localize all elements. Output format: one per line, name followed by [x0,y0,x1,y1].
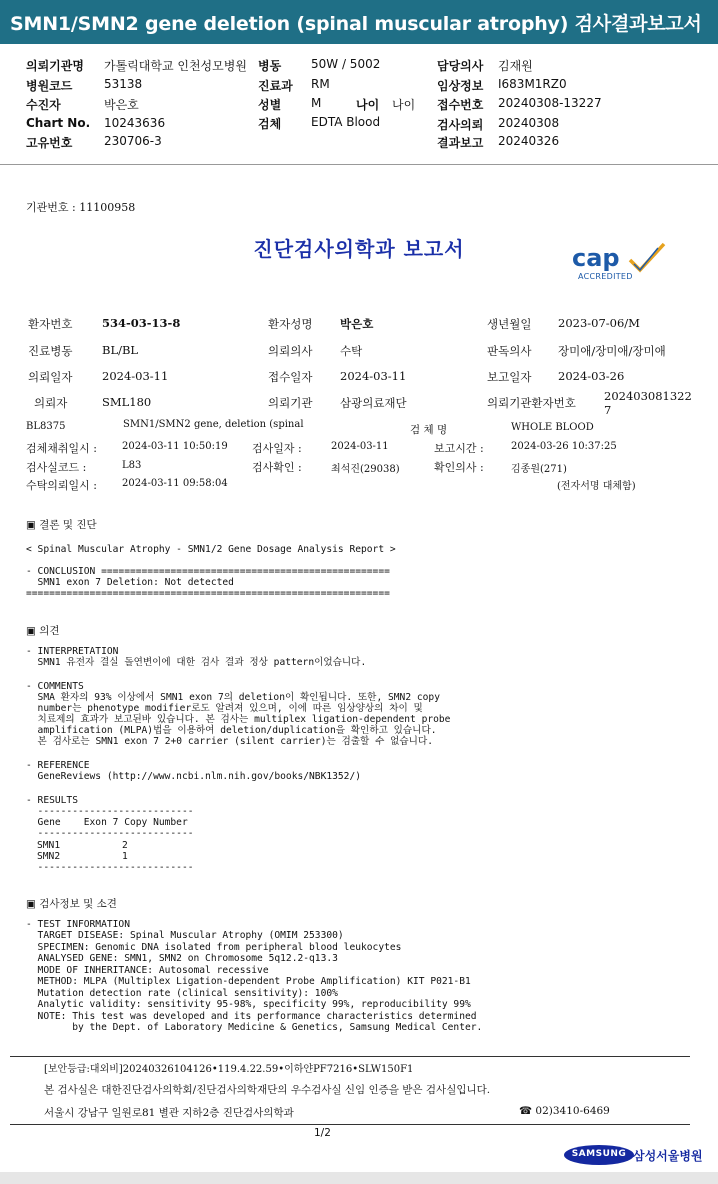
conclusion-rule: =============================================================== [26,588,390,599]
header-label: 접수번호 [437,98,484,112]
test-info-line: TARGET DISEASE: Spinal Muscular Atrophy (OMIM 253300) [26,930,344,941]
header-value: 230706-3 [104,134,162,148]
results-rule: --------------------------- [26,828,194,839]
patient-value: 7 [604,403,612,417]
header-value: RM [311,77,330,91]
patient-birth: 2023-07-06/M [558,316,640,330]
header-value: 가톨릭대학교 인천성모병원 [104,59,247,73]
test-label: 검사확인 : [252,461,302,474]
header-label: 임상정보 [437,79,484,93]
test-info-label: - TEST INFORMATION [26,919,130,930]
comment-line: amplification (MLPA)법을 이용하여 deletion/duplication을 확인하고 있습니다. [26,725,437,736]
header-label: 진료과 [258,79,293,93]
patient-value: 202403081322 [604,389,692,403]
test-info-line: SPECIMEN: Genomic DNA isolated from peripheral blood leukocytes [26,942,402,953]
test-label: 검사실코드 : [26,461,87,474]
comment-line: 본 검사로는 SMN1 exon 7 2+0 carrier (silent carrier)는 검출할 수 없습니다. [26,736,433,747]
lab-address: 서울시 강남구 일원로81 별관 지하2층 진단검사의학과 [44,1107,294,1119]
samsung-logo [563,1144,635,1166]
cap-logo-sub: ACCREDITED [578,272,633,281]
patient-value: 삼광의료재단 [340,396,407,410]
reference-label: - REFERENCE [26,760,90,771]
comments-label: - COMMENTS [26,681,84,692]
test-value: 2024-03-26 10:37:25 [511,441,617,452]
header-value: 20240326 [498,134,560,148]
patient-label: 판독의사 [487,344,532,358]
patient-number: 534-03-13-8 [102,316,181,330]
test-value: 최석진(29038) [331,464,400,475]
header-value: 10243636 [104,116,166,130]
header-value: 53138 [104,77,143,91]
patient-label: 접수일자 [268,370,313,384]
patient-label: 의뢰일자 [28,370,73,384]
interpretation-text: SMN1 유전자 결실 돌연변이에 대한 검사 결과 정상 pattern이었습니다. [26,657,367,668]
test-info-line: ANALYSED GENE: SMN1, SMN2 on Chromosome 5q12.2-q13.3 [26,953,338,964]
institution-number: 기관번호 : 11100958 [26,201,136,214]
test-info-line: MODE OF INHERITANCE: Autosomal recessive [26,965,269,976]
patient-label: 의뢰의사 [268,344,313,358]
header-value: 20240308-13227 [498,96,602,110]
test-label: 수탁의뢰일시 : [26,479,97,492]
patient-label: 의뢰기관환자번호 [487,396,576,410]
test-info-line: Mutation detection rate (clinical sensitivity): 100% [26,988,338,999]
hospital-name: 삼성서울병원 [633,1149,703,1163]
test-value: 김종원(271) [511,464,567,475]
patient-label: 의뢰기관 [268,396,313,410]
results-gene: SMN2 [37,851,61,862]
results-gene: SMN1 [37,840,61,851]
header-value: I683M1RZ0 [498,77,567,91]
cap-logo-text: cap [572,244,620,272]
footer-divider [10,1056,690,1057]
patient-label: 환자번호 [28,317,73,331]
results-copy: 2 [122,840,128,851]
test-label: 보고시간 : [434,442,484,455]
test-label: 검체채취일시 : [26,442,97,455]
header-label: 성별 [258,98,282,112]
header-value: 20240308 [498,116,560,130]
interpretation-label: - INTERPRETATION [26,646,119,657]
header-label: 병동 [258,59,282,73]
header-label: 검사의뢰 [437,118,484,132]
header-label: 고유번호 [26,136,73,150]
patient-value: 수탁 [340,344,363,358]
patient-label: 환자성명 [268,317,313,331]
comment-line: SMA 환자의 93% 이상에서 SMN1 exon 7의 deletion이 확인됩니다. 또한, SMN2 copy [26,692,440,703]
results-rule: --------------------------- [26,862,194,873]
comment-line: 치료제의 효과가 보고된바 있습니다. 본 검사는 multiplex ligation-dependent probe [26,714,451,725]
analysis-title: < Spinal Muscular Atrophy - SMN1/2 Gene Dosage Analysis Report > [26,544,396,555]
header-value: 박은호 [104,98,139,112]
page-number: 1/2 [314,1127,331,1139]
header-value: 50W / 5002 [311,57,381,71]
test-info-line: NOTE: This test was developed and its performance characteristics determined [26,1011,477,1022]
footer-divider [10,1124,690,1125]
specimen-label: 검 체 명 [410,424,448,436]
comment-line: number는 phenotype modifier로도 알려져 있으며, 이에 따른 임상양상의 차이 및 [26,703,423,714]
test-label: 검사일자 : [252,442,302,455]
section-heading-opinion: ▣ 의견 [26,625,60,637]
patient-value: 2024-03-11 [102,369,169,383]
certification-note: 본 검사실은 대한진단검사의학회/진단검사의학재단의 우수검사실 신임 인증을 받은 검사실입니다. [44,1084,491,1096]
header-label: 병원코드 [26,79,73,93]
test-value: 2024-03-11 09:58:04 [122,478,228,489]
report-title: 진단검사의학과 보고서 [253,237,465,261]
reference-text: GeneReviews (http://www.ncbi.nlm.nih.gov/books/NBK1352/) [26,771,362,782]
header-label: 수진자 [26,98,61,112]
specimen-value: WHOLE BLOOD [511,422,594,433]
header-value: 김재원 [498,59,533,73]
results-rule: --------------------------- [26,806,194,817]
results-label: - RESULTS [26,795,78,806]
test-value: 2024-03-11 [331,441,389,452]
test-info-line: by the Dept. of Laboratory Medicine & Genetics, Samsung Medical Center. [26,1022,483,1033]
results-copy: 1 [122,851,128,862]
header-value: M [311,96,322,110]
conclusion-label: - CONCLUSION ================================================== [26,566,390,577]
test-value: L83 [122,460,142,471]
conclusion-text: SMN1 exon 7 Deletion: Not detected [26,577,234,588]
page-bottom-band [0,1172,718,1184]
header-label: 담당의사 [437,59,484,73]
header-divider [0,164,718,165]
age-value: 나이 [392,98,416,112]
test-code: BL8375 [26,421,66,432]
report-banner [0,0,718,44]
patient-label: 보고일자 [487,370,532,384]
cap-accredited-logo [568,240,668,286]
security-line: [보안등급:대외비]20240326104126•119.4.22.59•이하얀PF7216•SLW150F1 [44,1064,414,1075]
section-heading-info: ▣ 검사정보 및 소견 [26,898,117,910]
esign-note: (전자서명 대체함) [557,481,636,492]
patient-value: 2024-03-26 [558,369,625,383]
header-label: Chart No. [26,116,91,130]
header-label: 의뢰기관명 [26,59,84,73]
test-name: SMN1/SMN2 gene, deletion (spinal [123,419,304,430]
header-value: EDTA Blood [311,115,381,129]
patient-value: SML180 [102,395,152,409]
test-value: 2024-03-11 10:50:19 [122,441,228,452]
header-label: 검체 [258,117,282,131]
age-label: 나이 [356,98,380,112]
patient-label: 의뢰자 [34,396,68,410]
patient-name: 박은호 [340,317,374,331]
section-heading-conclusion: ▣ 결론 및 진단 [26,519,97,531]
patient-label: 진료병동 [28,344,73,358]
patient-value: 장미애/장미애/장미애 [558,344,666,358]
patient-value: BL/BL [102,343,139,357]
banner-title: SMN1/SMN2 gene deletion (spinal muscular atrophy) 검사결과보고서 [10,13,702,35]
results-header: Gene Exon 7 Copy Number [26,817,188,828]
test-info-line: Analytic validity: sensitivity 95-98%, specificity 99%, reproducibility 99% [26,999,471,1010]
test-info-line: METHOD: MLPA (Multiplex Ligation-dependent Probe Amplification) KIT P021-B1 [26,976,471,987]
lab-phone: ☎ 02)3410-6469 [519,1105,610,1117]
test-label: 확인의사 : [434,461,484,474]
patient-value: 2024-03-11 [340,369,407,383]
patient-label: 생년월일 [487,317,532,331]
header-label: 결과보고 [437,136,484,150]
samsung-wordmark: SAMSUNG [571,1149,627,1159]
